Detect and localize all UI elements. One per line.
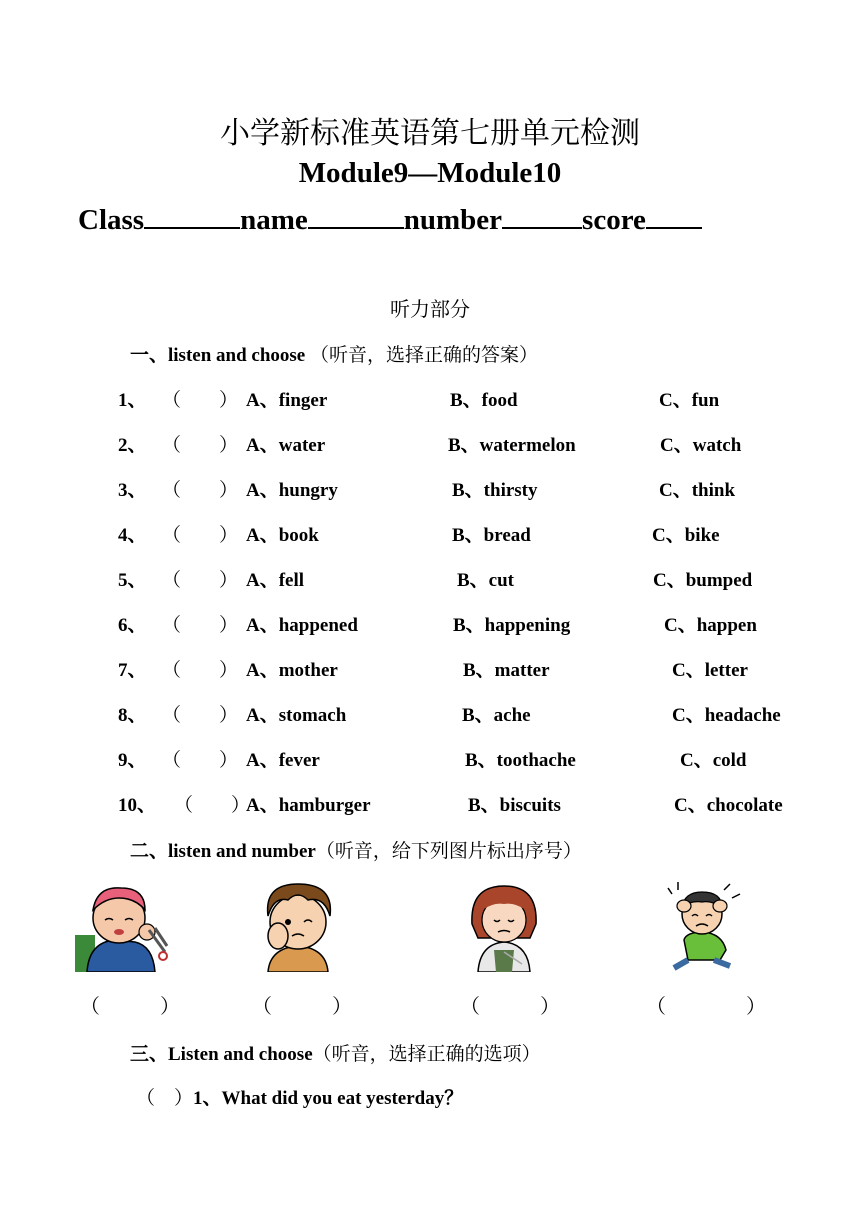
score-blank[interactable] bbox=[646, 201, 702, 229]
question-row bbox=[0, 700, 860, 728]
question-row bbox=[0, 790, 860, 818]
question-number: 7、 bbox=[118, 660, 147, 681]
picture-4-answer[interactable]: （ ） bbox=[646, 994, 766, 1018]
question-number: 3、 bbox=[118, 480, 147, 501]
option-c[interactable]: C、think bbox=[659, 480, 736, 501]
part3-question-1-paren[interactable]: （ ） bbox=[136, 1087, 194, 1109]
option-a[interactable]: A、stomach bbox=[246, 705, 347, 726]
question-number: 1、 bbox=[118, 390, 147, 411]
picture-3-answer[interactable]: （ ） bbox=[460, 994, 560, 1018]
option-a[interactable]: A、water bbox=[246, 435, 326, 456]
question-number: 9、 bbox=[118, 750, 147, 771]
option-c[interactable]: C、bike bbox=[652, 525, 720, 546]
question-row bbox=[0, 430, 860, 458]
option-a[interactable]: A、hungry bbox=[246, 480, 338, 501]
option-b[interactable]: B、toothache bbox=[465, 750, 576, 771]
option-a[interactable]: A、mother bbox=[246, 660, 338, 681]
answer-paren[interactable]: （ ） bbox=[162, 479, 239, 501]
option-b[interactable]: B、watermelon bbox=[448, 435, 576, 456]
question-row bbox=[0, 475, 860, 503]
option-a[interactable]: A、book bbox=[246, 525, 319, 546]
part3-heading bbox=[130, 1039, 541, 1066]
option-a[interactable]: A、happened bbox=[246, 615, 358, 636]
answer-paren[interactable]: （ ） bbox=[162, 524, 239, 546]
number-blank[interactable] bbox=[502, 201, 582, 229]
page-title: 小学新标准英语第七册单元检测 bbox=[220, 116, 640, 151]
question-row bbox=[0, 610, 860, 638]
option-c[interactable]: C、fun bbox=[659, 390, 720, 411]
part3-heading-cn: （听音，选择正确的选项） bbox=[312, 1043, 541, 1065]
option-a[interactable]: A、finger bbox=[246, 390, 328, 411]
question-row bbox=[0, 655, 860, 683]
option-c[interactable]: C、watch bbox=[660, 435, 742, 456]
question-row bbox=[0, 565, 860, 593]
part3-question-1-text: 1、What did you eat yesterday？ bbox=[193, 1088, 464, 1109]
option-b[interactable]: B、cut bbox=[457, 570, 515, 591]
part3-heading-en: 三、Listen and choose bbox=[130, 1044, 313, 1065]
option-c[interactable]: C、letter bbox=[672, 660, 748, 681]
student-info-line bbox=[78, 201, 702, 237]
option-c[interactable]: C、chocolate bbox=[674, 795, 783, 816]
class-label: Class bbox=[78, 204, 145, 236]
girl-sick-icon bbox=[464, 880, 544, 972]
option-a[interactable]: A、hamburger bbox=[246, 795, 371, 816]
question-number: 8、 bbox=[118, 705, 147, 726]
picture-2-answer[interactable]: （ ） bbox=[252, 994, 352, 1018]
option-a[interactable]: A、fever bbox=[246, 750, 320, 771]
option-b[interactable]: B、bread bbox=[452, 525, 531, 546]
option-b[interactable]: B、ache bbox=[462, 705, 531, 726]
module-title: Module9—Module10 bbox=[298, 157, 562, 189]
answer-paren[interactable]: （ ） bbox=[162, 614, 239, 636]
option-c[interactable]: C、bumped bbox=[653, 570, 753, 591]
answer-paren[interactable]: （ ） bbox=[162, 704, 239, 726]
name-label: name bbox=[240, 204, 308, 236]
number-label: number bbox=[403, 204, 503, 236]
name-blank[interactable] bbox=[308, 201, 404, 229]
answer-paren[interactable]: （ ） bbox=[162, 434, 239, 456]
part3-question-1 bbox=[136, 1083, 463, 1110]
section-title: 听力部分 bbox=[390, 297, 470, 321]
question-row bbox=[0, 385, 860, 413]
score-label: score bbox=[582, 204, 646, 236]
answer-paren[interactable]: （ ） bbox=[162, 659, 239, 681]
answer-paren[interactable]: （ ） bbox=[162, 749, 239, 771]
question-number: 5、 bbox=[118, 570, 147, 591]
boy-headache-icon bbox=[664, 880, 744, 972]
question-number: 6、 bbox=[118, 615, 147, 636]
question-row bbox=[0, 520, 860, 548]
question-number: 4、 bbox=[118, 525, 147, 546]
class-blank[interactable] bbox=[144, 201, 240, 229]
answer-paren[interactable]: （ ） bbox=[174, 794, 251, 816]
option-b[interactable]: B、matter bbox=[463, 660, 550, 681]
answer-paren[interactable]: （ ） bbox=[162, 389, 239, 411]
question-row bbox=[0, 745, 860, 773]
picture-1-answer[interactable]: （ ） bbox=[80, 994, 180, 1018]
part2-heading-cn: （听音，给下列图片标出序号） bbox=[315, 840, 582, 862]
option-c[interactable]: C、headache bbox=[672, 705, 781, 726]
question-number: 2、 bbox=[118, 435, 147, 456]
boy-toothache-icon bbox=[248, 880, 348, 972]
answer-paren[interactable]: （ ） bbox=[162, 569, 239, 591]
question-number: 10、 bbox=[118, 795, 157, 816]
option-b[interactable]: B、thirsty bbox=[452, 480, 538, 501]
part1-heading-cn: （听音，选择正确的答案） bbox=[310, 344, 539, 366]
option-a[interactable]: A、fell bbox=[246, 570, 305, 591]
boy-cut-finger-icon bbox=[75, 880, 170, 972]
option-c[interactable]: C、cold bbox=[680, 750, 747, 771]
part1-heading bbox=[130, 340, 538, 367]
option-b[interactable]: B、happening bbox=[453, 615, 571, 636]
option-c[interactable]: C、happen bbox=[664, 615, 757, 636]
option-b[interactable]: B、food bbox=[450, 390, 518, 411]
part1-heading-en: 一、listen and choose bbox=[130, 345, 306, 366]
part2-heading bbox=[130, 836, 582, 863]
part2-heading-en: 二、listen and number bbox=[130, 841, 316, 862]
option-b[interactable]: B、biscuits bbox=[468, 795, 561, 816]
